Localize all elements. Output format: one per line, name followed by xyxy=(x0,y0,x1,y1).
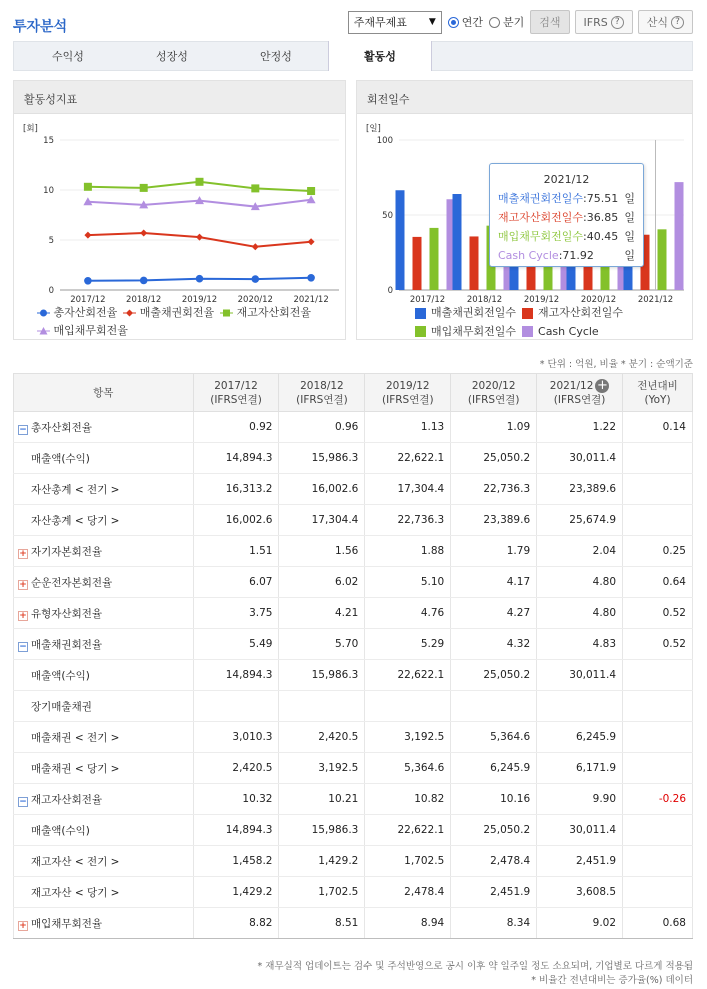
value-cell: 4.32 xyxy=(451,629,537,660)
value-cell: 25,674.9 xyxy=(537,505,623,536)
yoy-cell xyxy=(623,691,693,722)
value-cell: 1,702.5 xyxy=(279,877,365,908)
axis-unit: [일] xyxy=(366,124,381,134)
table-row xyxy=(14,877,693,908)
table-row xyxy=(14,753,693,784)
radio-annual-label: 연간 xyxy=(461,16,483,29)
value-cell: 23,389.6 xyxy=(451,505,537,536)
data-point xyxy=(251,184,259,192)
top-controls xyxy=(348,10,693,34)
tab-activity[interactable]: 활동성 xyxy=(328,41,432,71)
value-cell: 8.34 xyxy=(451,908,537,939)
bar xyxy=(413,237,422,290)
x-tick-label: 2021/12 xyxy=(293,295,329,305)
row-label: 매출액(수익) xyxy=(14,443,194,474)
footnote: * 비율간 전년대비는 증가율(%) 데이터 xyxy=(531,975,693,986)
unit-note: * 단위 : 억원, 비율 * 분기 : 순액기준 xyxy=(539,359,693,370)
data-point xyxy=(307,187,315,195)
value-cell: 25,050.2 xyxy=(451,443,537,474)
panel-title: 회전일수 xyxy=(357,81,692,114)
row-label: 재고자산 < 당기 > xyxy=(14,877,194,908)
value-cell: 4.80 xyxy=(537,598,623,629)
value-cell: 2,478.4 xyxy=(365,877,451,908)
value-cell: 3,192.5 xyxy=(365,722,451,753)
value-cell: 2.04 xyxy=(537,536,623,567)
header-period: 2017/12 (IFRS연결) xyxy=(193,374,279,412)
tab-bar xyxy=(13,41,693,71)
axis-unit: [회] xyxy=(23,124,38,134)
circle-marker-icon xyxy=(37,308,50,318)
value-cell: 1.09 xyxy=(451,412,537,443)
table-row xyxy=(14,660,693,691)
value-cell: 3,010.3 xyxy=(193,722,279,753)
table-row xyxy=(14,474,693,505)
legend-item: 매출채권회전율 xyxy=(123,305,214,321)
value-cell xyxy=(365,691,451,722)
x-tick-label: 2021/12 xyxy=(637,295,674,305)
expand-icon[interactable]: + xyxy=(19,920,27,931)
header-period: 2021/12 + (IFRS연결) xyxy=(537,374,623,412)
y-tick-label: 0 xyxy=(48,286,54,296)
row-label: 매출채권 < 전기 > xyxy=(14,722,194,753)
expand-icon[interactable]: + xyxy=(19,610,27,621)
formula-label: 산식 xyxy=(646,16,668,29)
blue-swatch-icon xyxy=(415,308,426,319)
row-label: + 자기자본회전율 xyxy=(14,536,194,567)
value-cell: 6.07 xyxy=(193,567,279,598)
table-row xyxy=(14,846,693,877)
ifrs-button[interactable] xyxy=(575,10,633,34)
expand-icon[interactable]: + xyxy=(19,579,27,590)
radio-unchecked-icon xyxy=(489,17,500,28)
bar xyxy=(675,182,684,290)
value-cell: 1.13 xyxy=(365,412,451,443)
bar xyxy=(396,190,405,290)
bar-legend xyxy=(415,305,685,342)
value-cell: 15,986.3 xyxy=(279,660,365,691)
row-label: 매출채권 < 당기 > xyxy=(14,753,194,784)
panel-title: 활동성지표 xyxy=(14,81,345,114)
value-cell: 8.94 xyxy=(365,908,451,939)
table-row xyxy=(14,598,693,629)
tooltip-row: Cash Cycle:71.92 일 xyxy=(498,249,635,262)
data-point xyxy=(252,243,259,250)
statement-select-value: 주재무제표 xyxy=(353,16,407,29)
header-period: 전년대비 (YoY) xyxy=(623,374,693,412)
value-cell: 2,451.9 xyxy=(451,877,537,908)
value-cell: 14,894.3 xyxy=(193,660,279,691)
tooltip-row: 매입채무회전일수:40.45 일 xyxy=(498,230,635,243)
value-cell: 25,050.2 xyxy=(451,660,537,691)
value-cell: 10.32 xyxy=(193,784,279,815)
value-cell: 25,050.2 xyxy=(451,815,537,846)
value-cell: 22,736.3 xyxy=(451,474,537,505)
value-cell: 1.88 xyxy=(365,536,451,567)
data-point xyxy=(140,184,148,192)
value-cell: 1,429.2 xyxy=(193,877,279,908)
tab-stability[interactable]: 안정성 xyxy=(260,50,292,63)
x-tick-label: 2018/12 xyxy=(466,295,503,305)
value-cell: 10.21 xyxy=(279,784,365,815)
collapse-icon[interactable]: − xyxy=(19,796,27,807)
value-cell: 30,011.4 xyxy=(537,443,623,474)
value-cell: 10.16 xyxy=(451,784,537,815)
value-cell: 3,192.5 xyxy=(279,753,365,784)
yoy-cell xyxy=(623,443,693,474)
value-cell: 16,313.2 xyxy=(193,474,279,505)
yoy-cell: -0.26 xyxy=(623,784,693,815)
purple-swatch-icon xyxy=(522,326,533,337)
data-point xyxy=(84,183,92,191)
value-cell: 5.10 xyxy=(365,567,451,598)
value-cell: 6,245.9 xyxy=(451,753,537,784)
expand-icon[interactable]: + xyxy=(19,548,27,559)
yoy-cell: 0.68 xyxy=(623,908,693,939)
tab-growth[interactable]: 성장성 xyxy=(156,50,188,63)
value-cell: 2,420.5 xyxy=(193,753,279,784)
value-cell: 16,002.6 xyxy=(193,505,279,536)
yoy-cell xyxy=(623,753,693,784)
legend-item: 매출채권회전일수 xyxy=(415,305,516,321)
value-cell: 4.83 xyxy=(537,629,623,660)
value-cell: 22,622.1 xyxy=(365,815,451,846)
square-marker-icon xyxy=(220,308,233,318)
value-cell: 6.02 xyxy=(279,567,365,598)
row-label: 자산총계 < 전기 > xyxy=(14,474,194,505)
yoy-cell: 0.64 xyxy=(623,567,693,598)
row-label: + 순운전자본회전율 xyxy=(14,567,194,598)
value-cell: 1,702.5 xyxy=(365,846,451,877)
table-row xyxy=(14,908,693,939)
value-cell: 5,364.6 xyxy=(451,722,537,753)
value-cell: 1,458.2 xyxy=(193,846,279,877)
legend-item: Cash Cycle xyxy=(522,324,599,340)
value-cell: 5.29 xyxy=(365,629,451,660)
yoy-cell: 0.52 xyxy=(623,629,693,660)
value-cell: 15,986.3 xyxy=(279,443,365,474)
table-row xyxy=(14,784,693,815)
x-tick-label: 2017/12 xyxy=(409,295,446,305)
value-cell: 1,429.2 xyxy=(279,846,365,877)
data-point xyxy=(84,232,91,239)
row-label: 재고자산 < 전기 > xyxy=(14,846,194,877)
value-cell: 17,304.4 xyxy=(279,505,365,536)
row-label: + 유형자산회전율 xyxy=(14,598,194,629)
bar xyxy=(453,194,462,290)
triangle-marker-icon xyxy=(37,326,50,336)
header-period: 2019/12 (IFRS연결) xyxy=(365,374,451,412)
legend-item: 재고자산회전율 xyxy=(220,305,311,321)
x-tick-label: 2020/12 xyxy=(580,295,617,305)
yoy-cell: 0.52 xyxy=(623,598,693,629)
y-tick-label: 0 xyxy=(387,286,393,296)
legend-item: 매입채무회전일수 xyxy=(415,324,516,340)
value-cell: 17,304.4 xyxy=(365,474,451,505)
value-cell: 5.49 xyxy=(193,629,279,660)
value-cell: 8.82 xyxy=(193,908,279,939)
value-cell: 22,622.1 xyxy=(365,660,451,691)
table-row xyxy=(14,815,693,846)
row-label: − 총자산회전율 xyxy=(14,412,194,443)
table-row xyxy=(14,505,693,536)
help-icon: ? xyxy=(611,16,624,29)
value-cell: 6,245.9 xyxy=(537,722,623,753)
value-cell xyxy=(451,691,537,722)
row-label: 자산총계 < 당기 > xyxy=(14,505,194,536)
activity-line-chart xyxy=(14,115,345,310)
value-cell xyxy=(193,691,279,722)
y-tick-label: 100 xyxy=(376,136,393,146)
data-point xyxy=(140,277,148,285)
yoy-cell: 0.14 xyxy=(623,412,693,443)
ifrs-label: IFRS xyxy=(583,15,608,29)
value-cell: 22,736.3 xyxy=(365,505,451,536)
table-row xyxy=(14,629,693,660)
chevron-down-icon: ▼ xyxy=(428,17,436,27)
header-period: 2018/12 (IFRS연결) xyxy=(279,374,365,412)
value-cell: 4.21 xyxy=(279,598,365,629)
value-cell: 14,894.3 xyxy=(193,443,279,474)
bar xyxy=(430,228,439,290)
add-column-icon[interactable]: + xyxy=(596,377,608,393)
value-cell: 8.51 xyxy=(279,908,365,939)
value-cell: 3.75 xyxy=(193,598,279,629)
row-label: 매출액(수익) xyxy=(14,815,194,846)
collapse-icon[interactable]: − xyxy=(19,424,27,435)
line-legend xyxy=(37,305,342,341)
legend-item: 재고자산회전일수 xyxy=(522,305,623,321)
search-button[interactable]: 검색 xyxy=(530,10,569,34)
row-label: − 재고자산회전율 xyxy=(14,784,194,815)
collapse-icon[interactable]: − xyxy=(19,641,27,652)
value-cell: 9.90 xyxy=(537,784,623,815)
bar xyxy=(658,229,667,290)
yoy-cell xyxy=(623,505,693,536)
value-cell: 1.51 xyxy=(193,536,279,567)
radio-checked-icon xyxy=(448,17,459,28)
chart-tooltip xyxy=(489,163,644,267)
tab-profitability[interactable]: 수익성 xyxy=(52,50,84,63)
yoy-cell xyxy=(623,474,693,505)
x-tick-label: 2018/12 xyxy=(126,295,162,305)
help-icon: ? xyxy=(671,16,684,29)
value-cell: 6,171.9 xyxy=(537,753,623,784)
table-row xyxy=(14,722,693,753)
red-swatch-icon xyxy=(522,308,533,319)
yoy-cell: 0.25 xyxy=(623,536,693,567)
x-tick-label: 2019/12 xyxy=(523,295,560,305)
value-cell: 14,894.3 xyxy=(193,815,279,846)
yoy-cell xyxy=(623,722,693,753)
statement-select[interactable] xyxy=(348,11,442,34)
table-row xyxy=(14,412,693,443)
value-cell: 2,451.9 xyxy=(537,846,623,877)
data-point xyxy=(196,275,204,283)
value-cell: 23,389.6 xyxy=(537,474,623,505)
row-label: 장기매출채권 xyxy=(14,691,194,722)
table-row xyxy=(14,536,693,567)
value-cell: 2,478.4 xyxy=(451,846,537,877)
value-cell: 1.56 xyxy=(279,536,365,567)
table-row xyxy=(14,691,693,722)
value-cell: 15,986.3 xyxy=(279,815,365,846)
tooltip-row: 재고자산회전일수:36.85 일 xyxy=(498,211,635,224)
data-point xyxy=(252,275,260,283)
row-label: − 매출채권회전율 xyxy=(14,629,194,660)
header-period: 2020/12 (IFRS연결) xyxy=(451,374,537,412)
data-point xyxy=(307,274,315,282)
value-cell: 16,002.6 xyxy=(279,474,365,505)
page-title: 투자분석 xyxy=(13,19,68,35)
bar xyxy=(470,236,479,290)
y-tick-label: 50 xyxy=(382,211,393,221)
value-cell: 1.22 xyxy=(537,412,623,443)
row-label: 매출액(수익) xyxy=(14,660,194,691)
data-point xyxy=(308,238,315,245)
table-row xyxy=(14,443,693,474)
value-cell: 5.70 xyxy=(279,629,365,660)
yoy-cell xyxy=(623,846,693,877)
value-cell: 1.79 xyxy=(451,536,537,567)
value-cell: 10.82 xyxy=(365,784,451,815)
row-label: + 매입채무회전율 xyxy=(14,908,194,939)
green-swatch-icon xyxy=(415,326,426,337)
x-tick-label: 2020/12 xyxy=(237,295,273,305)
value-cell: 0.92 xyxy=(193,412,279,443)
header-item: 항목 xyxy=(14,374,194,412)
value-cell: 0.96 xyxy=(279,412,365,443)
x-tick-label: 2019/12 xyxy=(181,295,218,305)
formula-button[interactable] xyxy=(638,10,693,34)
data-point xyxy=(196,178,204,186)
value-cell: 9.02 xyxy=(537,908,623,939)
radio-quarter[interactable] xyxy=(489,14,524,30)
value-cell: 30,011.4 xyxy=(537,815,623,846)
value-cell xyxy=(279,691,365,722)
tooltip-title: 2021/12 xyxy=(543,173,590,186)
value-cell: 4.27 xyxy=(451,598,537,629)
diamond-marker-icon xyxy=(123,308,136,318)
y-tick-label: 5 xyxy=(48,236,54,246)
value-cell: 4.17 xyxy=(451,567,537,598)
y-tick-label: 10 xyxy=(43,186,54,196)
value-cell: 30,011.4 xyxy=(537,660,623,691)
value-cell: 4.80 xyxy=(537,567,623,598)
activity-table xyxy=(13,373,693,939)
value-cell: 5,364.6 xyxy=(365,753,451,784)
legend-item: 총자산회전율 xyxy=(37,305,117,321)
value-cell: 2,420.5 xyxy=(279,722,365,753)
footnote: * 재무실적 업데이트는 검수 및 주석반영으로 공시 이후 약 일주일 정도 소요되며, 기업별로 다르게 적용됨 xyxy=(257,961,693,972)
yoy-cell xyxy=(623,877,693,908)
value-cell: 4.76 xyxy=(365,598,451,629)
value-cell: 3,608.5 xyxy=(537,877,623,908)
legend-item: 매입채무회전율 xyxy=(37,323,128,339)
yoy-cell xyxy=(623,660,693,691)
radio-quarter-label: 분기 xyxy=(503,16,525,29)
table-row xyxy=(14,567,693,598)
radio-annual[interactable] xyxy=(448,14,483,30)
x-tick-label: 2017/12 xyxy=(70,295,106,305)
data-point xyxy=(140,230,147,237)
tooltip-row: 매출채권회전일수:75.51 일 xyxy=(498,192,635,205)
y-tick-label: 15 xyxy=(43,136,54,146)
value-cell: 22,622.1 xyxy=(365,443,451,474)
value-cell xyxy=(537,691,623,722)
data-point xyxy=(84,277,92,285)
yoy-cell xyxy=(623,815,693,846)
